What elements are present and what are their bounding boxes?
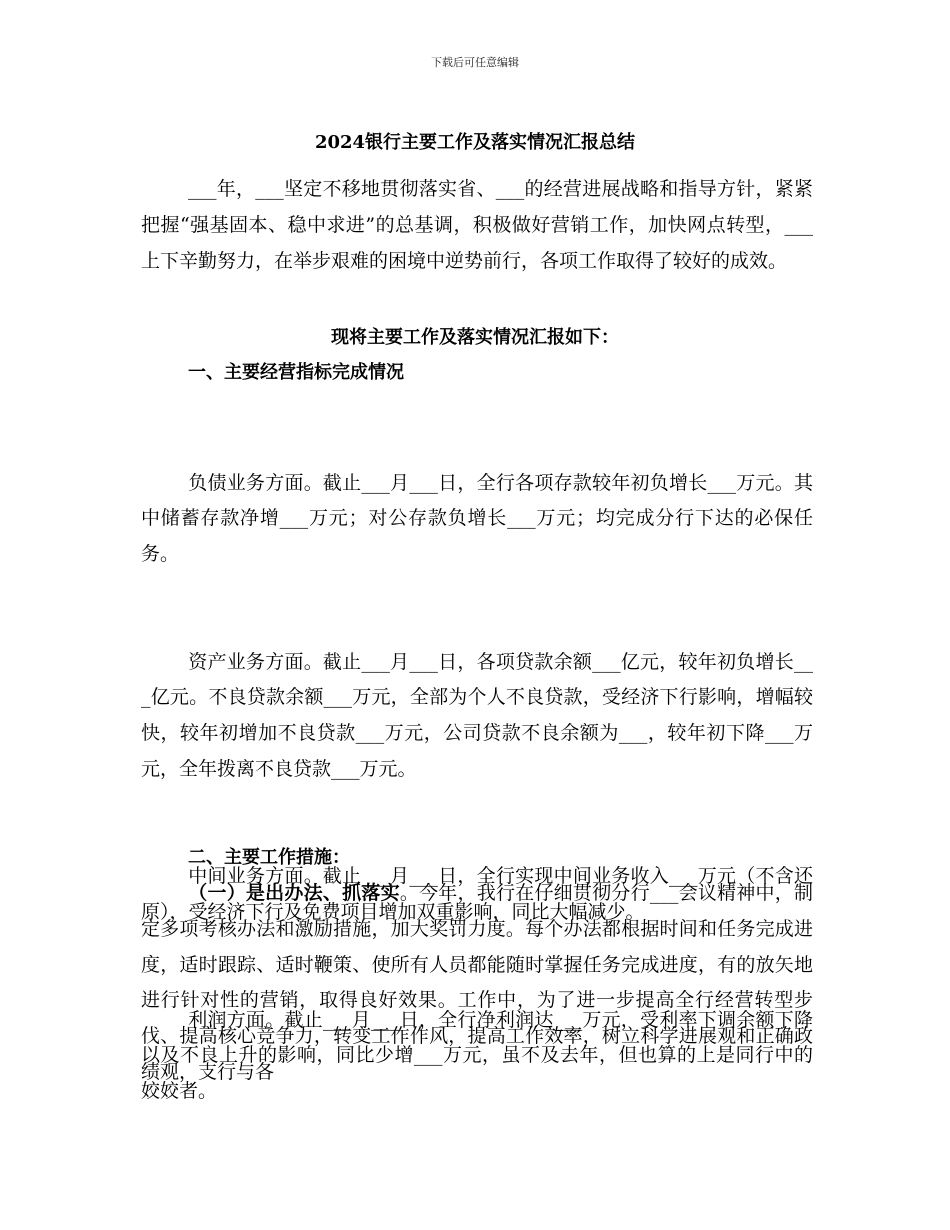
paragraph-assets: 资产业务方面。截止___月___日，各项贷款余额___亿元，较年初负增长___亿元。不良贷款余额___万元，全部为个人不良贷款，受经济下行影响，增幅较快，较年初增加不良贷款___万元，公司贷款不良余额为___，较年初下降___万元，全年拨离不良贷款___万元。 [141,650,813,780]
document-title: 2024银行主要工作及落实情况汇报总结 [314,132,636,153]
section-2-body [141,876,813,1091]
paragraph-profit: 利润方面。截止___月___日，全行净利润达___万元，受利率下调余额下降以及不良上升的影响，同比少增___万元，虽不及去年，但也算的上是同行中的姣姣者。 [141,1008,813,1103]
section-2-heading: 二、主要工作措施： [188,847,350,868]
item-1-label: （一）是出办法、抓落实 [188,882,400,904]
item-1-text: 。今年，我行在仔细贯彻分行___会议精神中，制定多项考核办法和激励措施，加大奖罚力度。每个办法都根据时间和任务完成进度，适时跟踪、适时鞭策、使所有人员都能随时掌握任务完成进度，有的放矢地进行针对性的营销，取得良好效果。工作中，为了进一步提高全行经营转型步伐、提高核心竞争力，转变工作作风，提高工作效率，树立科学进展观和正确政绩观，支行与各 [141,882,813,1083]
intro-text: ___年，___坚定不移地贯彻落实省、___的经营进展战略和指导方针，紧紧把握“强基固本、稳中求进”的总基调，积极做好营销工作，加快网点转型，___上下辛勤努力，在举步艰难的困境中逆势前行，各项工作取得了较好的成效。 [141,178,813,272]
paragraph-intermediate: 中间业务方面。截止___月___日，全行实现中间业务收入___万元（不含还原），受经济下行及免费项目增加双重影响，同比大幅减少。 [141,865,813,924]
report-subtitle: 现将主要工作及落实情况汇报如下： [331,327,619,348]
section-1-heading: 一、主要经营指标完成情况 [188,362,404,383]
header-note: 下载后可任意编辑 [431,56,519,69]
intro-paragraph [141,172,813,279]
paragraph-liabilities: 负债业务方面。截止___月___日，全行各项存款较年初负增长___万元。其中储蓄存款净增___万元；对公存款负增长___万元；均完成分行下达的必保任务。 [141,471,813,566]
